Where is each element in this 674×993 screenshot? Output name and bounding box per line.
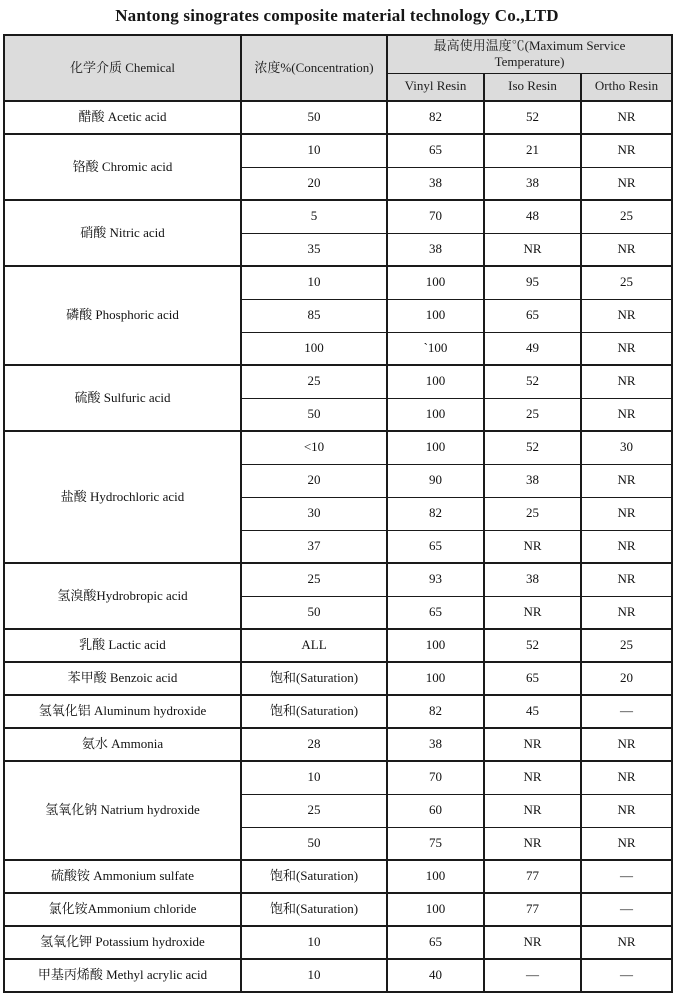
- iso-resin-cell: 38: [484, 563, 581, 596]
- table-row: [4, 695, 672, 728]
- ortho-resin-cell: NR: [581, 761, 672, 794]
- ortho-resin-cell: NR: [581, 365, 672, 398]
- concentration-cell: <10: [241, 431, 387, 464]
- concentration-cell: 10: [241, 134, 387, 167]
- chemical-name-cell: 甲基丙烯酸 Methyl acrylic acid: [4, 959, 241, 992]
- table-row: [4, 728, 672, 761]
- chemical-name-cell: 氢氧化铝 Aluminum hydroxide: [4, 695, 241, 728]
- table-row: [4, 266, 672, 299]
- ortho-resin-cell: NR: [581, 794, 672, 827]
- concentration-cell: 饱和(Saturation): [241, 662, 387, 695]
- iso-resin-cell: NR: [484, 794, 581, 827]
- chemical-name-cell: 氢氧化钾 Potassium hydroxide: [4, 926, 241, 959]
- iso-resin-cell: 48: [484, 200, 581, 233]
- concentration-cell: 10: [241, 761, 387, 794]
- table-row: [4, 365, 672, 398]
- iso-resin-cell: 25: [484, 398, 581, 431]
- concentration-cell: 25: [241, 365, 387, 398]
- header-iso-resin: Iso Resin: [484, 73, 581, 101]
- table-row: [4, 761, 672, 794]
- page-title: Nantong sinogrates composite material technology Co.,LTD: [115, 6, 559, 25]
- vinyl-resin-cell: 38: [387, 233, 484, 266]
- iso-resin-cell: NR: [484, 728, 581, 761]
- concentration-cell: 50: [241, 101, 387, 134]
- vinyl-resin-cell: 70: [387, 200, 484, 233]
- ortho-resin-cell: NR: [581, 101, 672, 134]
- ortho-resin-cell: —: [581, 860, 672, 893]
- chemical-name-cell: 铬酸 Chromic acid: [4, 134, 241, 200]
- vinyl-resin-cell: 38: [387, 728, 484, 761]
- iso-resin-cell: 38: [484, 167, 581, 200]
- chemical-name-cell: 醋酸 Acetic acid: [4, 101, 241, 134]
- document-page: [0, 4, 674, 991]
- chemical-name-cell: 硫酸铵 Ammonium sulfate: [4, 860, 241, 893]
- table-header: [4, 35, 672, 101]
- ortho-resin-cell: NR: [581, 827, 672, 860]
- concentration-cell: 10: [241, 266, 387, 299]
- chemical-name-cell: 氯化铵Ammonium chloride: [4, 893, 241, 926]
- concentration-cell: 35: [241, 233, 387, 266]
- iso-resin-cell: —: [484, 959, 581, 992]
- iso-resin-cell: 52: [484, 431, 581, 464]
- concentration-cell: 37: [241, 530, 387, 563]
- vinyl-resin-cell: 60: [387, 794, 484, 827]
- ortho-resin-cell: NR: [581, 530, 672, 563]
- table-row: [4, 431, 672, 464]
- chemical-name-cell: 氢溴酸Hydrobropic acid: [4, 563, 241, 629]
- ortho-resin-cell: —: [581, 695, 672, 728]
- vinyl-resin-cell: 38: [387, 167, 484, 200]
- vinyl-resin-cell: 82: [387, 695, 484, 728]
- chemical-name-cell: 苯甲酸 Benzoic acid: [4, 662, 241, 695]
- iso-resin-cell: 21: [484, 134, 581, 167]
- ortho-resin-cell: NR: [581, 926, 672, 959]
- table-row: [4, 629, 672, 662]
- concentration-cell: 20: [241, 167, 387, 200]
- chemical-name-cell: 盐酸 Hydrochloric acid: [4, 431, 241, 563]
- vinyl-resin-cell: 100: [387, 365, 484, 398]
- iso-resin-cell: 77: [484, 860, 581, 893]
- table-row: [4, 860, 672, 893]
- header-chemical: 化学介质 Chemical: [4, 35, 241, 101]
- header-vinyl-resin: Vinyl Resin: [387, 73, 484, 101]
- iso-resin-cell: NR: [484, 233, 581, 266]
- concentration-cell: 28: [241, 728, 387, 761]
- ortho-resin-cell: 25: [581, 266, 672, 299]
- vinyl-resin-cell: 100: [387, 860, 484, 893]
- concentration-cell: 25: [241, 563, 387, 596]
- iso-resin-cell: 52: [484, 365, 581, 398]
- vinyl-resin-cell: 100: [387, 299, 484, 332]
- ortho-resin-cell: NR: [581, 167, 672, 200]
- vinyl-resin-cell: 70: [387, 761, 484, 794]
- header-ortho-resin: Ortho Resin: [581, 73, 672, 101]
- ortho-resin-cell: —: [581, 959, 672, 992]
- chemical-name-cell: 乳酸 Lactic acid: [4, 629, 241, 662]
- ortho-resin-cell: NR: [581, 596, 672, 629]
- concentration-cell: 20: [241, 464, 387, 497]
- ortho-resin-cell: NR: [581, 134, 672, 167]
- ortho-resin-cell: NR: [581, 563, 672, 596]
- table-row: [4, 134, 672, 167]
- concentration-cell: 85: [241, 299, 387, 332]
- table-row: [4, 662, 672, 695]
- table-row: [4, 563, 672, 596]
- concentration-cell: 30: [241, 497, 387, 530]
- ortho-resin-cell: NR: [581, 233, 672, 266]
- chemical-name-cell: 硝酸 Nitric acid: [4, 200, 241, 266]
- header-concentration: 浓度%(Concentration): [241, 35, 387, 101]
- vinyl-resin-cell: 40: [387, 959, 484, 992]
- vinyl-resin-cell: 93: [387, 563, 484, 596]
- vinyl-resin-cell: 100: [387, 662, 484, 695]
- vinyl-resin-cell: 65: [387, 134, 484, 167]
- iso-resin-cell: 65: [484, 662, 581, 695]
- chemical-resistance-table: [3, 34, 673, 993]
- ortho-resin-cell: 25: [581, 200, 672, 233]
- table-row: [4, 926, 672, 959]
- iso-resin-cell: NR: [484, 530, 581, 563]
- iso-resin-cell: 49: [484, 332, 581, 365]
- vinyl-resin-cell: 90: [387, 464, 484, 497]
- iso-resin-cell: 52: [484, 101, 581, 134]
- chemical-name-cell: 氨水 Ammonia: [4, 728, 241, 761]
- vinyl-resin-cell: 65: [387, 530, 484, 563]
- table-row: [4, 959, 672, 992]
- vinyl-resin-cell: 82: [387, 101, 484, 134]
- iso-resin-cell: NR: [484, 827, 581, 860]
- iso-resin-cell: 45: [484, 695, 581, 728]
- concentration-cell: 50: [241, 398, 387, 431]
- iso-resin-cell: NR: [484, 761, 581, 794]
- concentration-cell: 饱和(Saturation): [241, 893, 387, 926]
- vinyl-resin-cell: 75: [387, 827, 484, 860]
- vinyl-resin-cell: 100: [387, 893, 484, 926]
- header-row-top: [4, 35, 672, 73]
- vinyl-resin-cell: 82: [387, 497, 484, 530]
- ortho-resin-cell: NR: [581, 299, 672, 332]
- table-body: [4, 101, 672, 992]
- vinyl-resin-cell: 100: [387, 629, 484, 662]
- chemical-name-cell: 氢氧化钠 Natrium hydroxide: [4, 761, 241, 860]
- table-row: [4, 893, 672, 926]
- concentration-cell: 25: [241, 794, 387, 827]
- concentration-cell: 10: [241, 959, 387, 992]
- concentration-cell: 饱和(Saturation): [241, 860, 387, 893]
- iso-resin-cell: NR: [484, 596, 581, 629]
- ortho-resin-cell: NR: [581, 728, 672, 761]
- ortho-resin-cell: 25: [581, 629, 672, 662]
- concentration-cell: 饱和(Saturation): [241, 695, 387, 728]
- vinyl-resin-cell: 65: [387, 926, 484, 959]
- ortho-resin-cell: NR: [581, 332, 672, 365]
- iso-resin-cell: NR: [484, 926, 581, 959]
- concentration-cell: 50: [241, 596, 387, 629]
- ortho-resin-cell: 20: [581, 662, 672, 695]
- vinyl-resin-cell: `100: [387, 332, 484, 365]
- table-row: [4, 200, 672, 233]
- iso-resin-cell: 77: [484, 893, 581, 926]
- chemical-name-cell: 硫酸 Sulfuric acid: [4, 365, 241, 431]
- concentration-cell: ALL: [241, 629, 387, 662]
- vinyl-resin-cell: 65: [387, 596, 484, 629]
- iso-resin-cell: 65: [484, 299, 581, 332]
- iso-resin-cell: 52: [484, 629, 581, 662]
- concentration-cell: 100: [241, 332, 387, 365]
- chemical-name-cell: 磷酸 Phosphoric acid: [4, 266, 241, 365]
- ortho-resin-cell: NR: [581, 398, 672, 431]
- concentration-cell: 5: [241, 200, 387, 233]
- table-row: [4, 101, 672, 134]
- concentration-cell: 50: [241, 827, 387, 860]
- iso-resin-cell: 25: [484, 497, 581, 530]
- ortho-resin-cell: NR: [581, 464, 672, 497]
- iso-resin-cell: 38: [484, 464, 581, 497]
- vinyl-resin-cell: 100: [387, 398, 484, 431]
- header-temperature-group: 最高使用温度℃(Maximum Service Temperature): [387, 35, 672, 73]
- concentration-cell: 10: [241, 926, 387, 959]
- vinyl-resin-cell: 100: [387, 431, 484, 464]
- ortho-resin-cell: NR: [581, 497, 672, 530]
- ortho-resin-cell: —: [581, 893, 672, 926]
- iso-resin-cell: 95: [484, 266, 581, 299]
- ortho-resin-cell: 30: [581, 431, 672, 464]
- vinyl-resin-cell: 100: [387, 266, 484, 299]
